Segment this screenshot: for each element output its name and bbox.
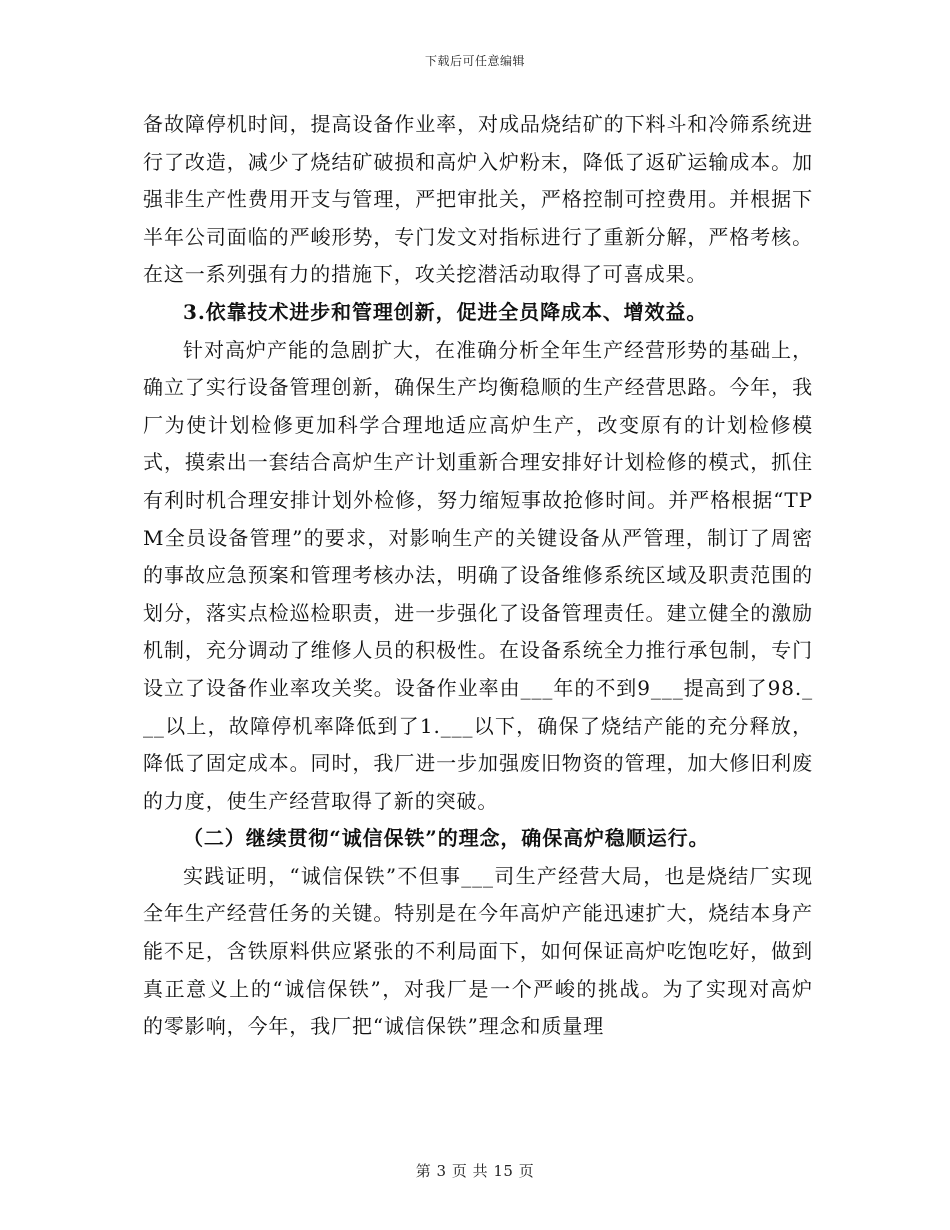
page-header: 下载后可任意编辑	[424, 54, 525, 68]
page-number-footer: 第 3 页 共 15 页	[415, 1162, 535, 1180]
section-heading-3: 3.依靠技术进步和管理创新，促进全员降成本、增效益。	[183, 299, 708, 324]
section-heading-2: （二）继续贯彻“诚信保铁”的理念，确保高炉稳顺运行。	[183, 826, 710, 851]
paragraph-equipment-management: 针对高炉产能的急剧扩大，在准确分析全年生产经营形势的基础上，确立了实行设备管理创新，确保生产均衡稳顺的生产经营思路。今年，我厂为使计划检修更加科学合理地适应高炉生产，改变原有的计划检修模式，摸索出一套结合高炉生产计划重新合理安排好计划检修的模式，抓住有利时机合理安排计划外检修，努力缩短事故抢修时间。并严格根据“TPM全员设备管理”的要求，对影响生产的关键设备从严管理，制订了周密的事故应急预案和管理考核办法，明确了设备维修系统区域及职责范围的划分，落实点检巡检职责，进一步强化了设备管理责任。建立健全的激励机制，充分调动了维修人员的积极性。在设备系统全力推行承包制，专门设立了设备作业率攻关奖。设备作业率由___年的不到9___提高到了98.___以上，故障停机率降低到了1.___以下，确保了烧结产能的充分释放，降低了固定成本。同时，我厂进一步加强废旧物资的管理，加大修旧利废的力度，使生产经营取得了新的突破。	[143, 337, 813, 813]
paragraph-continuation: 备故障停机时间，提高设备作业率，对成品烧结矿的下料斗和冷筛系统进行了改造，减少了烧结矿破损和高炉入炉粉末，降低了返矿运输成本。加强非生产性费用开支与管理，严把审批关，严格控制可控费用。并根据下半年公司面临的严峻形势，专门发文对指标进行了重新分解，严格考核。在这一系列强有力的措施下，攻关挖潜活动取得了可喜成果。	[143, 112, 813, 287]
document-body	[143, 106, 813, 1046]
paragraph-integrity-iron: 实践证明，“诚信保铁”不但事___司生产经营大局，也是烧结厂实现全年生产经营任务的关键。特别是在今年高炉产能迅速扩大，烧结本身产能不足，含铁原料供应紧张的不利局面下，如何保证高炉吃饱吃好，做到真正意义上的“诚信保铁”，对我厂是一个严峻的挑战。为了实现对高炉的零影响，今年，我厂把“诚信保铁”理念和质量理	[143, 863, 813, 1039]
